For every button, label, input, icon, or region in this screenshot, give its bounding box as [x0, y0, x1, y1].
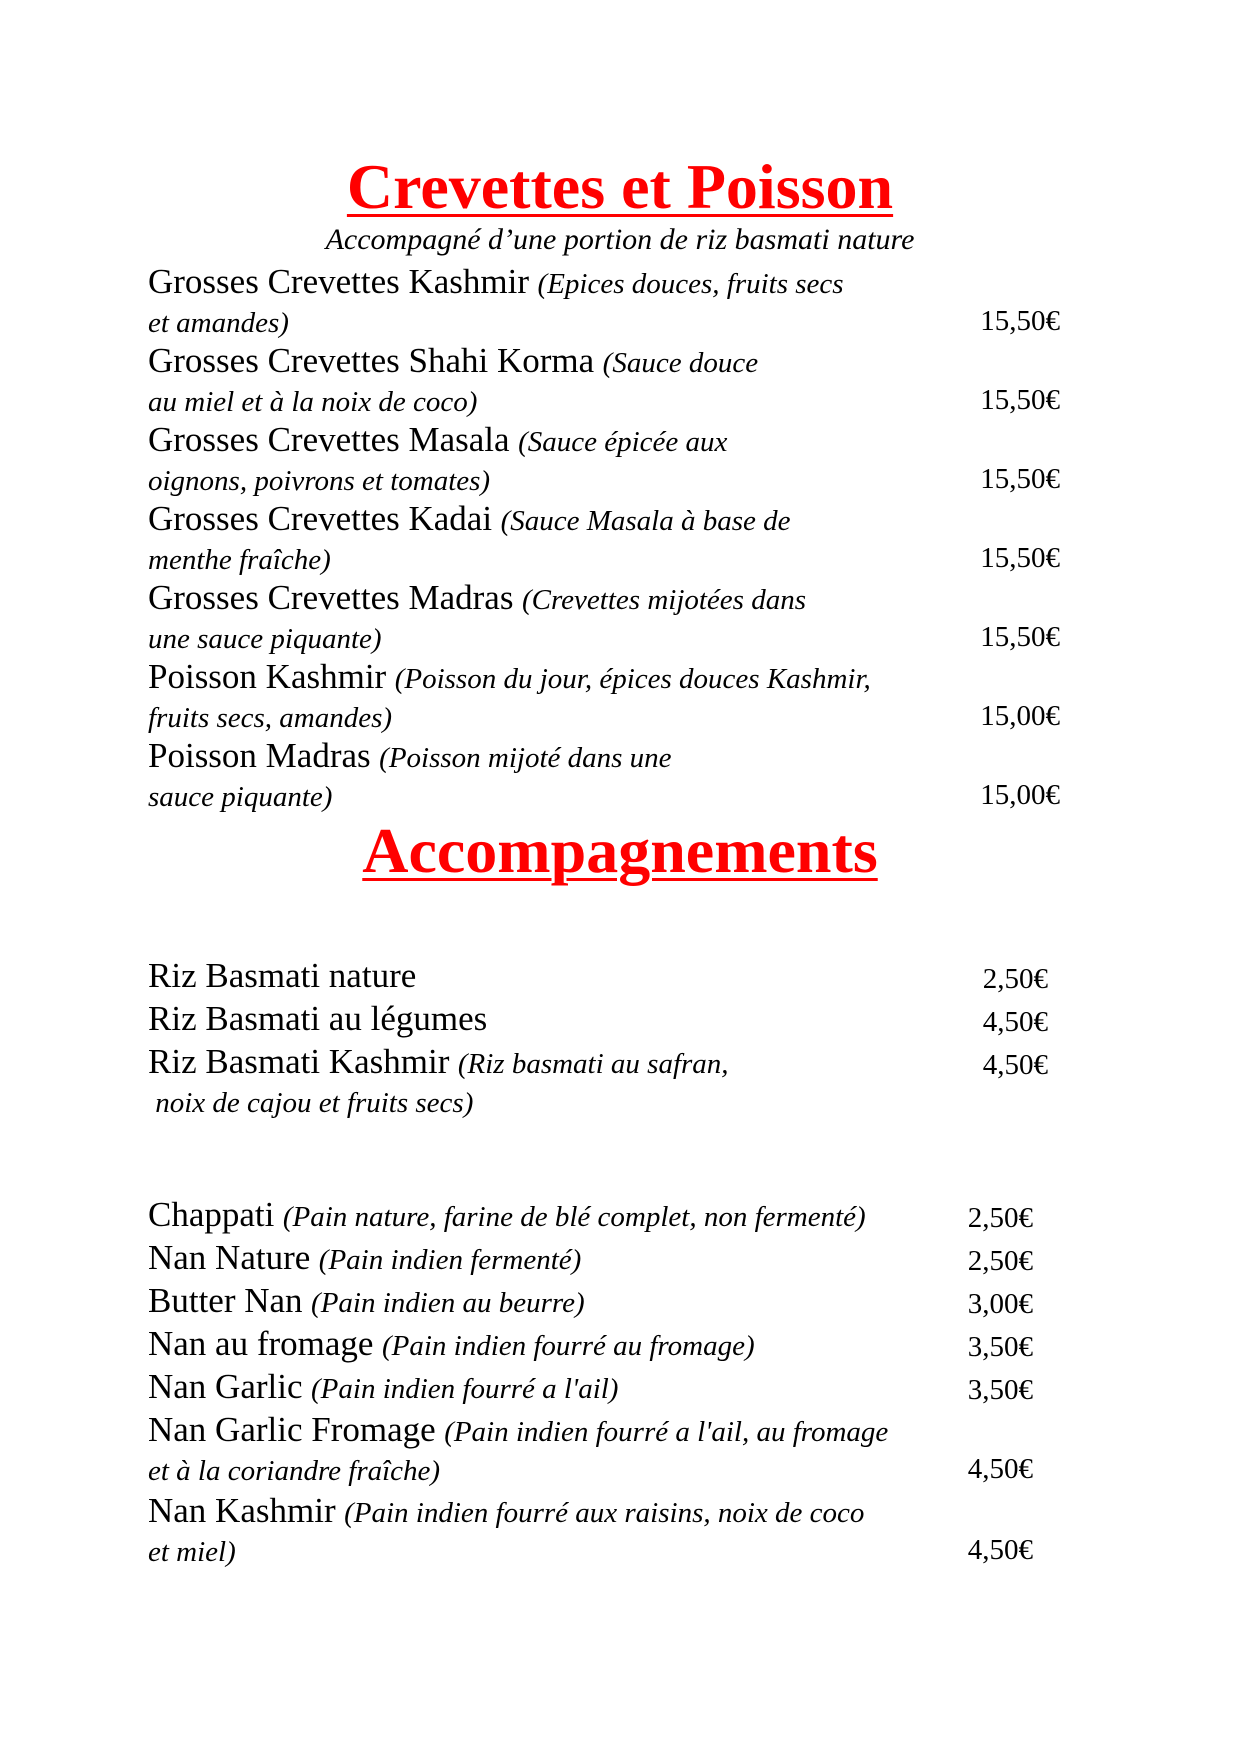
item-description-cont: et amandes)	[148, 307, 289, 339]
item-price: 3,00€	[967, 1288, 1033, 1320]
item-price: 15,50€	[980, 305, 1060, 337]
item-description-cont: noix de cajou et fruits secs)	[148, 1087, 474, 1119]
item-price: 3,50€	[967, 1331, 1033, 1363]
item-description-cont: menthe fraîche)	[148, 544, 331, 576]
item-description-cont: sauce piquante)	[148, 781, 333, 813]
item-price: 4,50€	[982, 1049, 1048, 1081]
item-name: Nan au fromage	[148, 1324, 374, 1363]
item-name: Poisson Madras	[148, 736, 371, 775]
menu-item	[148, 1042, 1048, 1122]
menu-item	[148, 1281, 1033, 1323]
item-description-cont: au miel et à la noix de coco)	[148, 386, 478, 418]
item-name: Butter Nan	[148, 1281, 303, 1320]
item-price: 15,50€	[980, 542, 1060, 574]
item-price: 3,50€	[967, 1374, 1033, 1406]
item-description: (Epices douces, fruits secs	[537, 268, 844, 300]
menu-item	[148, 1324, 1033, 1366]
item-price: 2,50€	[967, 1245, 1033, 1277]
menu-item	[148, 1238, 1033, 1280]
item-name: Nan Garlic Fromage	[148, 1410, 436, 1449]
item-name: Grosses Crevettes Shahi Korma	[148, 341, 595, 380]
menu-item	[148, 420, 1060, 500]
menu-item	[148, 956, 1048, 997]
item-description-cont: et miel)	[148, 1536, 236, 1568]
item-name: Grosses Crevettes Madras	[148, 578, 514, 617]
item-name: Nan Nature	[148, 1238, 311, 1277]
item-description: (Pain indien au beurre)	[311, 1287, 585, 1319]
section-subtitle: Accompagné d’une portion de riz basmati nature	[325, 223, 915, 256]
item-price: 4,50€	[967, 1453, 1033, 1485]
menu-item	[148, 1410, 1033, 1490]
item-description: (Pain indien fourré aux raisins, noix de coco	[344, 1497, 865, 1529]
item-name: Nan Garlic	[148, 1367, 303, 1406]
item-name: Grosses Crevettes Masala	[148, 420, 510, 459]
item-description: (Riz basmati au safran,	[457, 1048, 729, 1080]
menu-item	[148, 1367, 1033, 1409]
item-description: (Crevettes mijotées dans	[521, 584, 806, 616]
item-name: Riz Basmati nature	[148, 956, 417, 995]
menu-item	[148, 999, 1048, 1040]
item-description-cont: oignons, poivrons et tomates)	[148, 465, 491, 497]
item-description: (Pain indien fermenté)	[318, 1244, 582, 1276]
item-description: (Pain indien fourré au fromage)	[381, 1330, 755, 1362]
item-description: (Poisson du jour, épices douces Kashmir,	[394, 663, 871, 695]
menu-item	[148, 1491, 1033, 1571]
item-description: (Pain indien fourré a l'ail, au fromage	[444, 1416, 889, 1448]
item-description: (Sauce Masala à base de	[500, 505, 791, 537]
item-price: 4,50€	[967, 1534, 1033, 1566]
item-name: Poisson Kashmir	[148, 657, 387, 696]
item-name: Riz Basmati au légumes	[148, 999, 488, 1038]
item-name: Grosses Crevettes Kashmir	[148, 262, 530, 301]
item-description: (Pain indien fourré a l'ail)	[311, 1373, 619, 1405]
item-name: Grosses Crevettes Kadai	[148, 499, 493, 538]
item-description-cont: et à la coriandre fraîche)	[148, 1455, 441, 1487]
item-description-cont: une sauce piquante)	[148, 623, 382, 655]
item-price: 15,00€	[980, 700, 1060, 732]
item-name: Chappati	[148, 1195, 275, 1234]
item-price: 15,50€	[980, 463, 1060, 495]
item-description: (Sauce douce	[602, 347, 759, 379]
item-price: 15,00€	[980, 779, 1060, 811]
item-description: (Pain nature, farine de blé complet, non fermenté)	[282, 1201, 866, 1233]
menu-item	[148, 736, 1060, 816]
menu-item	[148, 657, 1060, 737]
section-title-crevettes: Crevettes et Poisson	[346, 151, 894, 222]
menu-item	[148, 262, 1060, 342]
item-price: 15,50€	[980, 384, 1060, 416]
item-description-cont: fruits secs, amandes)	[148, 702, 393, 734]
item-description: (Poisson mijoté dans une	[379, 742, 672, 774]
section-title-accompagnements: Accompagnements	[362, 815, 878, 886]
item-price: 15,50€	[980, 621, 1060, 653]
item-price: 4,50€	[982, 1006, 1048, 1038]
item-description: (Sauce épicée aux	[518, 426, 728, 458]
menu-item	[148, 1195, 1033, 1237]
menu-item	[148, 341, 1060, 421]
item-name: Nan Kashmir	[148, 1491, 336, 1530]
menu-item	[148, 578, 1060, 658]
item-name: Riz Basmati Kashmir	[148, 1042, 450, 1081]
menu-item	[148, 499, 1060, 579]
item-price: 2,50€	[967, 1202, 1033, 1234]
item-price: 2,50€	[982, 963, 1048, 995]
